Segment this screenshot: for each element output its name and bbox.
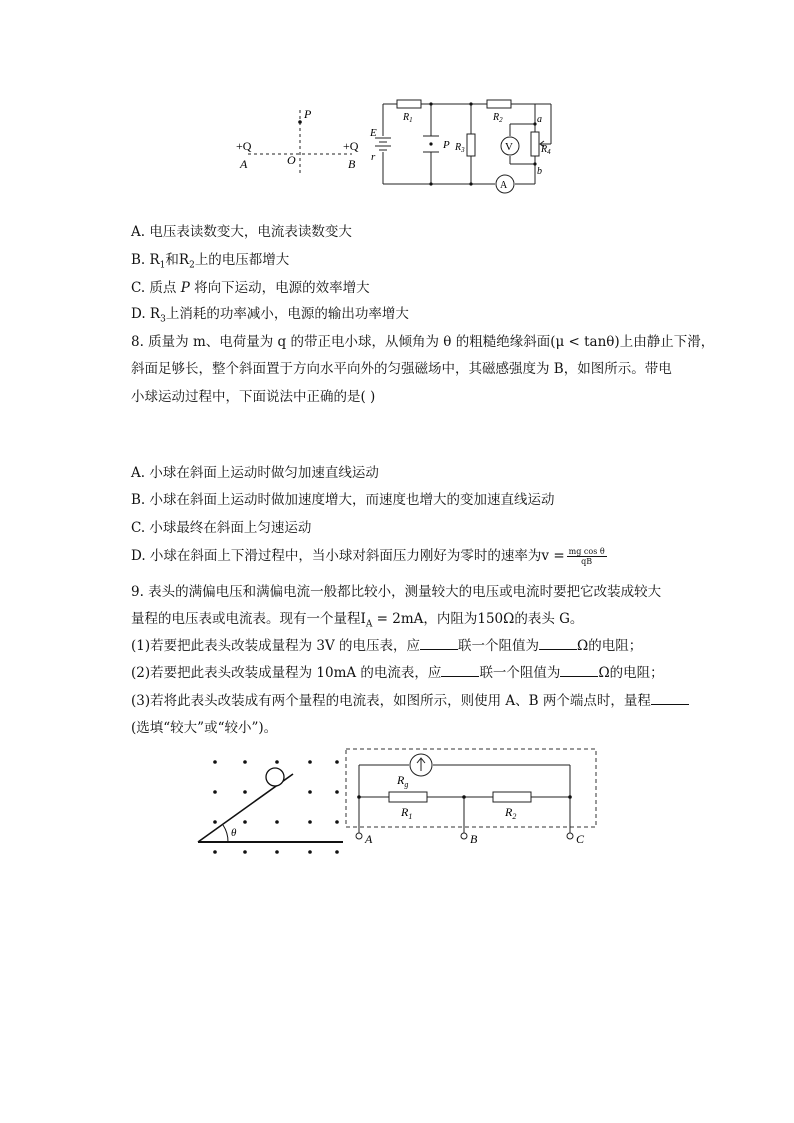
label-R3: R bbox=[455, 142, 462, 153]
label-R4: R bbox=[541, 144, 548, 155]
q8-stem-line2: 斜面足够长，整个斜面置于方向水平向外的匀强磁场中，其磁感强度为 B，如图所示。带电 bbox=[131, 361, 672, 377]
q9-blank-2a[interactable] bbox=[441, 664, 479, 677]
q9-stem-line1: 9. 表头的满偏电压和满偏电流一般都比较小，测量较大的电压或电流时要把它改装成较大 bbox=[131, 584, 662, 600]
terminal-C: C bbox=[576, 832, 585, 846]
q9-stem-line2: 量程的电压表或电流表。现有一个量程$I_A = 2mA$，内阻为150Ω的表头 G。 bbox=[131, 611, 584, 630]
label-capacitor-P: P bbox=[443, 139, 450, 151]
q9-blank-2b[interactable] bbox=[560, 664, 598, 677]
q7-option-d[interactable]: D. $R_3$上消耗的功率减小，电源的输出功率增大 bbox=[131, 306, 409, 325]
charges-axis-figure bbox=[230, 102, 370, 177]
label-R2: R bbox=[493, 112, 500, 123]
ammeter-conversion-figure bbox=[345, 746, 601, 850]
q8-option-b[interactable]: B. 小球在斜面上运动时做加速度增大，而速度也增大的变加速直线运动 bbox=[131, 492, 555, 508]
label-plus-q-b: +Q bbox=[343, 139, 359, 153]
ammeter-label: A bbox=[500, 180, 508, 191]
label-R2: R bbox=[505, 805, 513, 819]
svg-text:R1: $R_1$ bbox=[401, 805, 413, 821]
q7-option-c[interactable]: C. 质点 P 将向下运动，电源的效率增大 bbox=[131, 280, 370, 296]
q9-part3: (3)若将此表头改装成有两个量程的电流表，如图所示，则使用 A、B 两个端点时，量程 bbox=[131, 692, 689, 710]
svg-text:R3: $R_3$ bbox=[455, 142, 465, 154]
label-O: O bbox=[287, 153, 296, 167]
q7-option-a[interactable]: A. 电压表读数变大，电流表读数变大 bbox=[131, 224, 352, 240]
q9-blank-1a[interactable] bbox=[420, 637, 458, 650]
q9-blank-1b[interactable] bbox=[539, 637, 577, 650]
q8-stem-line3: 小球运动过程中，下面说法中正确的是( ) bbox=[131, 389, 376, 405]
velocity-fraction: $\frac{\text{mg cos θ}}{qB}$ bbox=[568, 547, 605, 566]
circuit-figure bbox=[365, 96, 565, 196]
label-P: P bbox=[304, 107, 312, 121]
terminal-A: A bbox=[365, 832, 373, 846]
label-b: b bbox=[537, 166, 542, 177]
voltmeter-label: V bbox=[505, 141, 513, 153]
incline-magnetic-field-figure bbox=[195, 752, 345, 862]
q8-option-d[interactable]: D. 小球在斜面上下滑过程中，当小球对斜面压力刚好为零时的速率为v = $\frac{\text{mg cos θ}}{qB}$ bbox=[131, 547, 605, 566]
svg-text:R2: $R_2$ bbox=[505, 805, 517, 821]
label-plus-q-a: +Q bbox=[236, 139, 252, 153]
label-A: A bbox=[240, 157, 248, 171]
svg-text:Rg: $R_g$ bbox=[397, 773, 409, 789]
label-theta: θ bbox=[231, 827, 237, 839]
q8-option-a[interactable]: A. 小球在斜面上运动时做匀加速直线运动 bbox=[131, 465, 379, 481]
q9-blank-3[interactable] bbox=[651, 692, 689, 705]
label-R1: R bbox=[403, 112, 410, 123]
q9-part2: (2)若要把此表头改装成量程为 10mA 的电流表，应 联一个阻值为 Ω的电阻； bbox=[131, 665, 664, 681]
q7-option-b[interactable]: B. $R_1$和$R_2$上的电压都增大 bbox=[131, 252, 290, 271]
label-Rg: R bbox=[397, 773, 405, 787]
terminal-B: B bbox=[470, 832, 478, 846]
q8-stem-line1: 8. 质量为 m、电荷量为 q 的带正电小球，从倾角为 θ 的粗糙绝缘斜面(μ < tanθ)上由静止下滑， bbox=[131, 334, 715, 350]
label-B: B bbox=[348, 157, 356, 171]
label-E: E bbox=[370, 127, 377, 139]
q9-part3-cont: (选填“较大”或“较小”)。 bbox=[131, 720, 278, 736]
q9-part1: (1)若要把此表头改装成量程为 3V 的电压表，应 联一个阻值为 Ω的电阻； bbox=[131, 638, 643, 654]
svg-text:R4: $R_4$ bbox=[541, 144, 551, 156]
label-r: r bbox=[371, 151, 376, 163]
svg-text:R2: $R_2$ bbox=[493, 112, 503, 124]
label-a: a bbox=[537, 114, 542, 125]
svg-text:R1: $R_1$ bbox=[403, 112, 413, 124]
q8-option-c[interactable]: C. 小球最终在斜面上匀速运动 bbox=[131, 520, 312, 536]
label-R1: R bbox=[401, 805, 409, 819]
